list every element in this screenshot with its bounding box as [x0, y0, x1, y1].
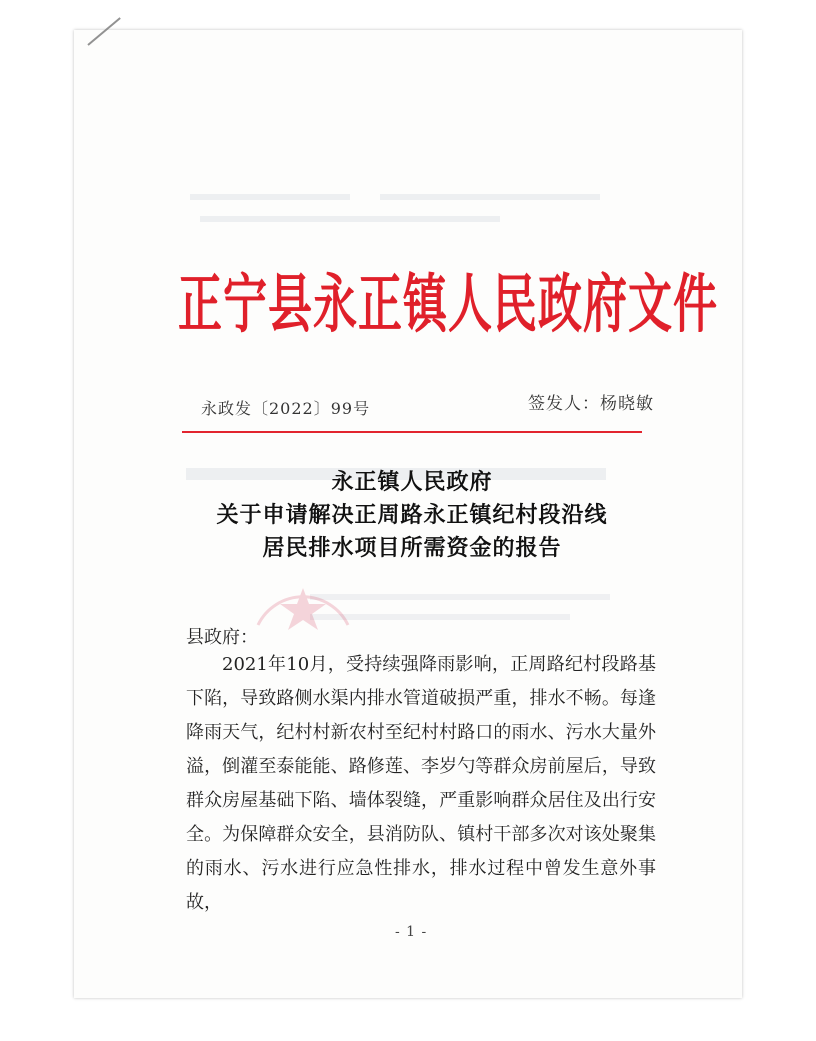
report-title-line-2: 关于申请解决正周路永正镇纪村段沿线	[216, 502, 608, 528]
report-title	[182, 466, 642, 565]
seal-bleed-through	[248, 570, 358, 630]
report-title-line-1: 永正镇人民政府	[331, 469, 493, 495]
document-number: 永政发〔2022〕99号	[201, 399, 371, 418]
body-paragraph: 2021年10月，受持续强降雨影响，正周路纪村段路基下陷，导致路侧水渠内排水管道破损严重，排水不畅。每逢降雨天气，纪村村新农村至纪村村路口的雨水、污水大量外溢，倒灌至泰能能、路修莲、李岁勺等群众房前屋后，导致群众房屋基础下陷、墙体裂缝，严重影响群众居住及出行安全。为保障群众安全，县消防队、镇村干部多次对该处聚集的雨水、污水进行应急性排水，排水过程中曾发生意外事故，	[186, 654, 656, 913]
salutation: 县政府：	[186, 627, 258, 648]
page-number: - 1 -	[395, 924, 428, 940]
report-title-line-3: 居民排水项目所需资金的报告	[262, 535, 562, 561]
signer-label: 签发人：杨晓敏	[528, 394, 654, 414]
header-divider	[182, 431, 642, 433]
document-header-title: 正宁县永正镇人民政府文件	[178, 267, 718, 342]
bleed-through-marks	[190, 192, 630, 232]
